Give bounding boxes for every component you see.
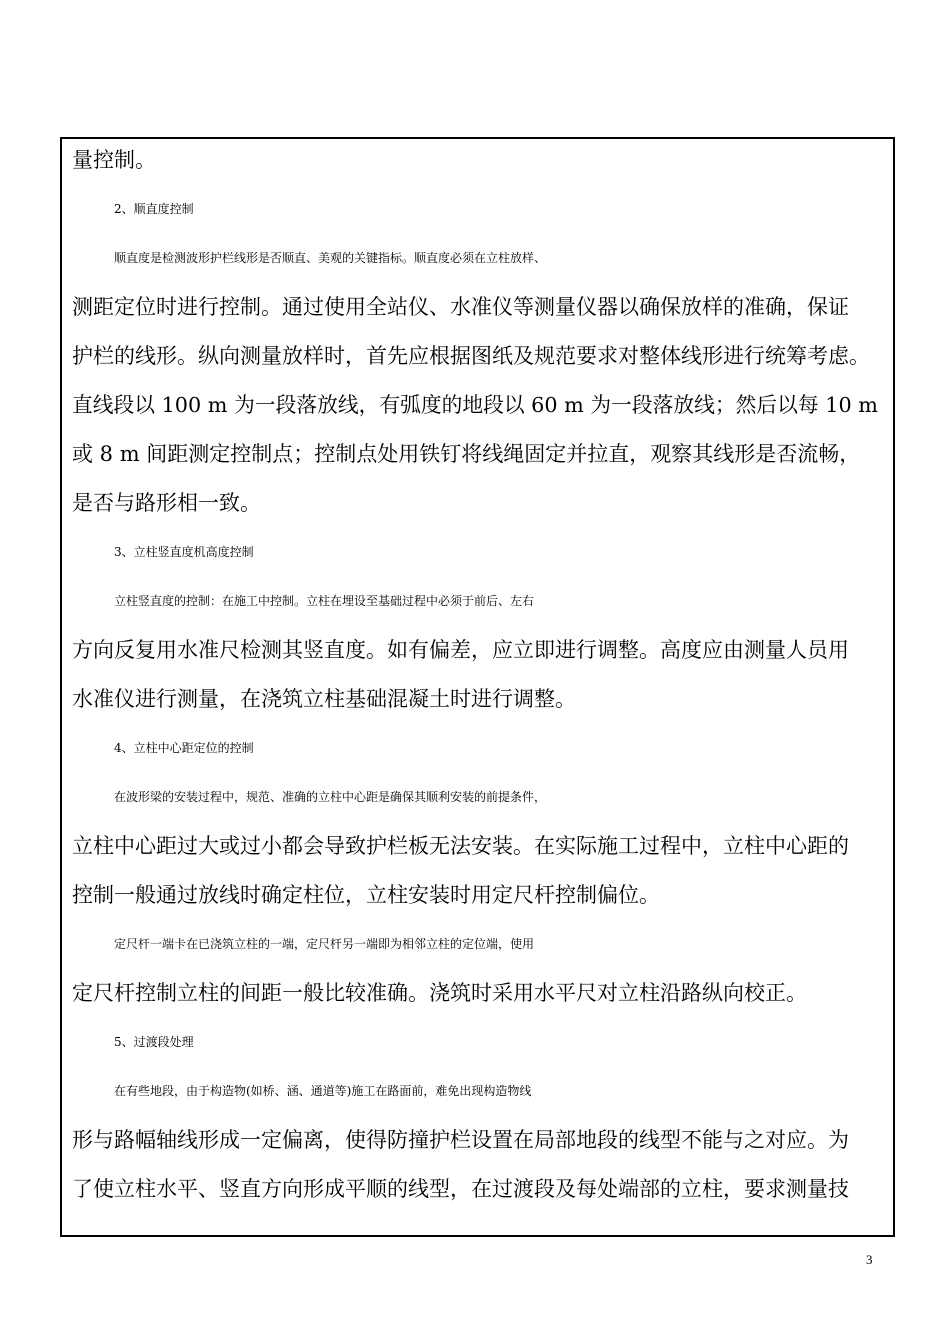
- text-line: 立柱中心距过大或过小都会导致护栏板无法安装。在实际施工过程中，立柱中心距的: [72, 834, 849, 858]
- text-line: 控制一般通过放线时确定柱位，立柱安装时用定尺杆控制偏位。: [72, 883, 660, 907]
- text-line: 立柱竖直度的控制：在施工中控制。立柱在埋设至基础过程中必须于前后、左右: [114, 594, 535, 608]
- text-line: 5、过渡段处理: [114, 1035, 194, 1049]
- text-line: 2、顺直度控制: [114, 202, 194, 216]
- document-body: [72, 141, 887, 1219]
- text-line: 量控制。: [72, 148, 156, 172]
- text-line: 测距定位时进行控制。通过使用全站仪、水准仪等测量仪器以确保放样的准确，保证: [72, 295, 849, 319]
- text-line: 护栏的线形。纵向测量放样时，首先应根据图纸及规范要求对整体线形进行统筹考虑。: [72, 344, 870, 368]
- text-line: 定尺杆控制立柱的间距一般比较准确。浇筑时采用水平尺对立柱沿路纵向校正。: [72, 981, 807, 1005]
- text-line: 4、立柱中心距定位的控制: [114, 741, 254, 755]
- text-line: 3、立柱竖直度机高度控制: [114, 545, 254, 559]
- text-line: 了使立柱水平、竖直方向形成平顺的线型，在过渡段及每处端部的立柱，要求测量技: [72, 1177, 849, 1201]
- text-line: 方向反复用水准尺检测其竖直度。如有偏差，应立即进行调整。高度应由测量人员用: [72, 638, 849, 662]
- page-number: 3: [866, 1252, 873, 1267]
- text-line: 在波形梁的安装过程中，规范、准确的立柱中心距是确保其顺利安装的前提条件，: [114, 790, 547, 804]
- text-line: 顺直度是检测波形护栏线形是否顺直、美观的关键指标。顺直度必须在立柱放样、: [114, 251, 547, 265]
- text-line: 直线段以 100 m 为一段落放线，有弧度的地段以 60 m 为一段落放线；然后以每 10 m: [72, 393, 878, 417]
- text-line: 水准仪进行测量，在浇筑立柱基础混凝土时进行调整。: [72, 687, 576, 711]
- text-line: 在有些地段，由于构造物(如桥、涵、通道等)施工在路面前，难免出现构造物线: [114, 1084, 532, 1098]
- text-line: 定尺杆一端卡在已浇筑立柱的一端，定尺杆另一端即为相邻立柱的定位端，使用: [114, 937, 535, 951]
- text-line: 形与路幅轴线形成一定偏离，使得防撞护栏设置在局部地段的线型不能与之对应。为: [72, 1128, 849, 1152]
- text-line: 是否与路形相一致。: [72, 491, 261, 515]
- text-line: 或 8 m 间距测定控制点；控制点处用铁钉将线绳固定并拉直，观察其线形是否流畅，: [72, 442, 861, 466]
